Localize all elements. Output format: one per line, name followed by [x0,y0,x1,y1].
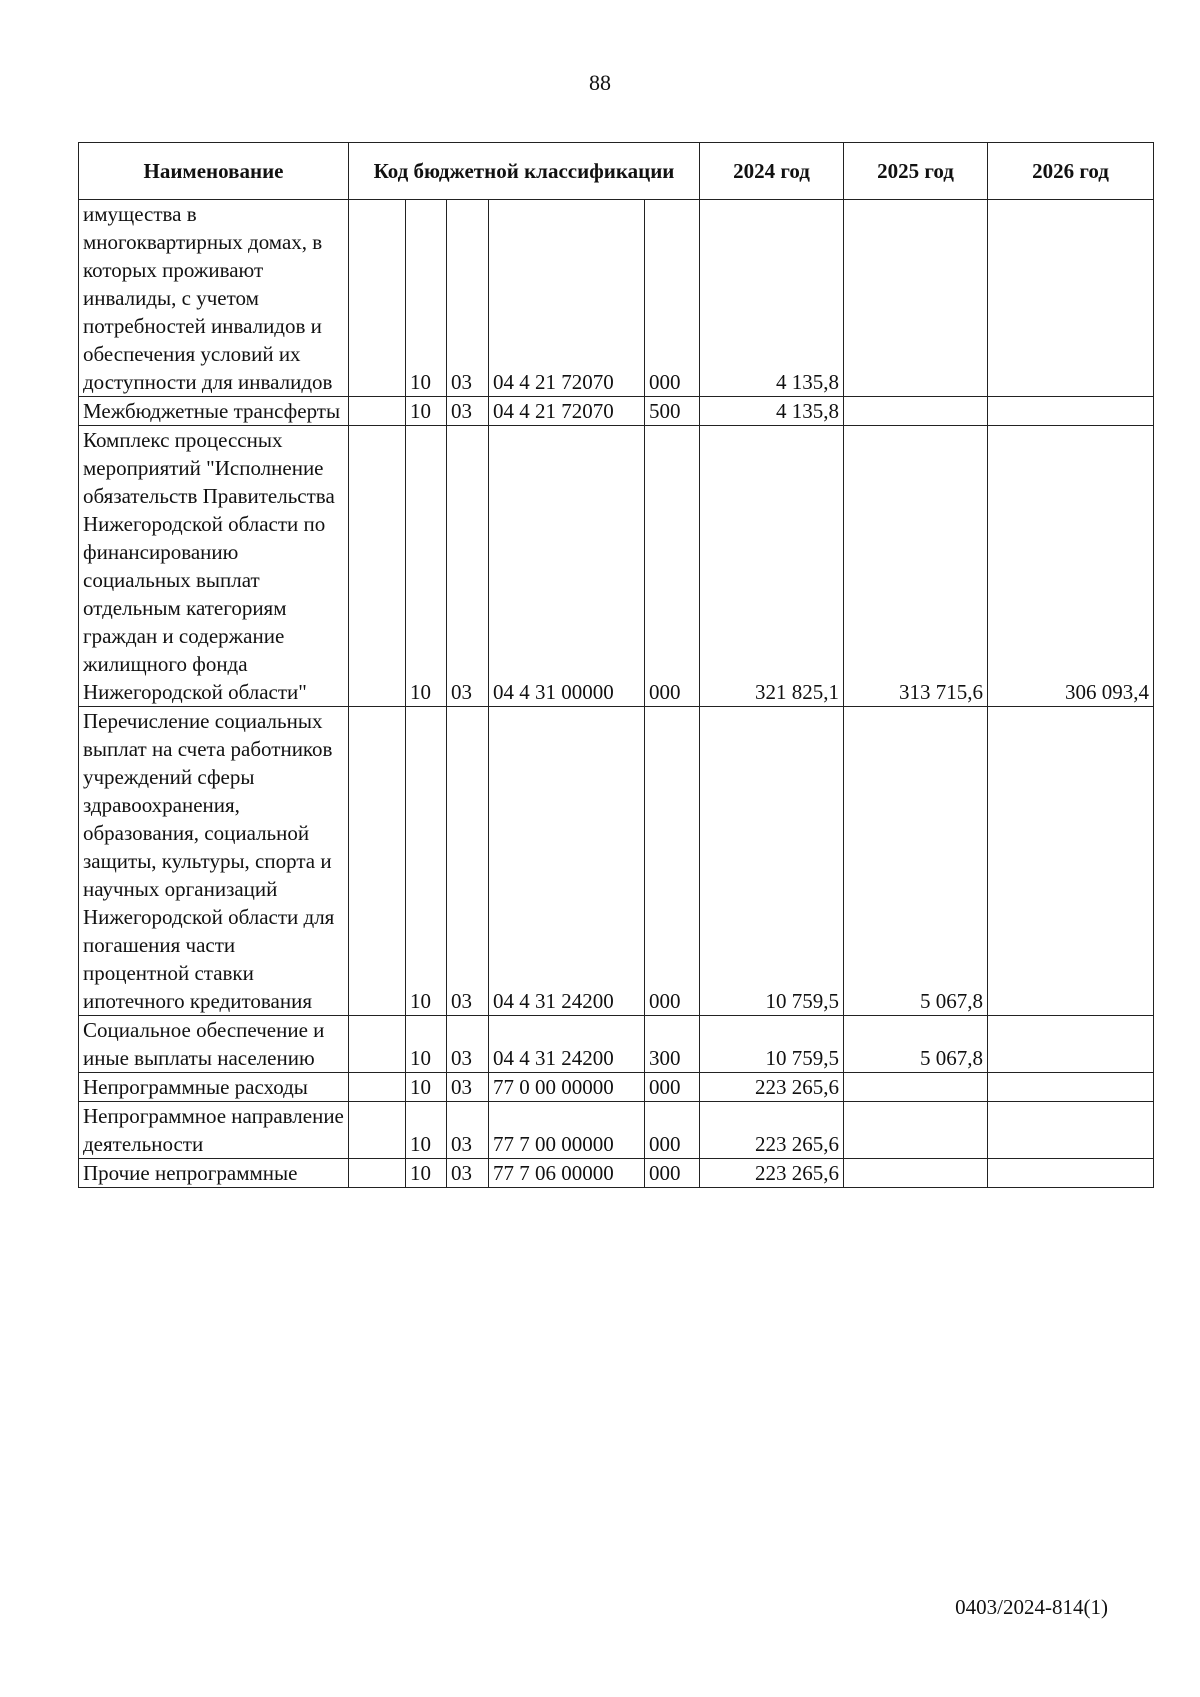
row-amount-2026 [988,1073,1154,1102]
row-section: 10 [406,1073,447,1102]
row-expense-type: 000 [645,1159,700,1188]
header-2025: 2025 год [844,143,988,200]
row-amount-2026 [988,1159,1154,1188]
empty-code-cell [349,397,406,426]
row-article: 04 4 21 72070 [489,200,645,397]
empty-code-cell [349,426,406,707]
row-subsection: 03 [447,707,489,1016]
row-subsection: 03 [447,397,489,426]
row-amount-2026 [988,707,1154,1016]
row-name: Социальное обеспечение и иные выплаты населению [79,1016,349,1073]
row-subsection: 03 [447,426,489,707]
row-amount-2025: 5 067,8 [844,707,988,1016]
table-row [79,1016,1154,1073]
row-amount-2025: 5 067,8 [844,1016,988,1073]
row-subsection: 03 [447,1159,489,1188]
row-section: 10 [406,200,447,397]
row-amount-2024: 223 265,6 [700,1159,844,1188]
document-code: 0403/2024-814(1) [955,1595,1108,1619]
row-amount-2026 [988,397,1154,426]
row-amount-2025: 313 715,6 [844,426,988,707]
budget-table [78,142,1154,1188]
row-section: 10 [406,1159,447,1188]
row-article: 04 4 31 00000 [489,426,645,707]
row-section: 10 [406,1102,447,1159]
row-article: 04 4 31 24200 [489,1016,645,1073]
row-amount-2026 [988,200,1154,397]
table-row [79,707,1154,1016]
row-amount-2024: 4 135,8 [700,200,844,397]
row-subsection: 03 [447,1102,489,1159]
row-name: Межбюджетные трансферты [79,397,349,426]
row-amount-2024: 223 265,6 [700,1102,844,1159]
row-amount-2024: 10 759,5 [700,1016,844,1073]
row-section: 10 [406,397,447,426]
empty-code-cell [349,200,406,397]
table-header-row [79,143,1154,200]
row-amount-2024: 10 759,5 [700,707,844,1016]
row-expense-type: 000 [645,1102,700,1159]
empty-code-cell [349,1073,406,1102]
row-section: 10 [406,1016,447,1073]
table-row [79,200,1154,397]
row-article: 77 0 00 00000 [489,1073,645,1102]
row-article: 77 7 00 00000 [489,1102,645,1159]
empty-code-cell [349,1102,406,1159]
table-row [79,1159,1154,1188]
empty-code-cell [349,1016,406,1073]
row-section: 10 [406,707,447,1016]
table-row [79,426,1154,707]
row-amount-2024: 321 825,1 [700,426,844,707]
row-amount-2025 [844,200,988,397]
header-name: Наименование [79,143,349,200]
row-expense-type: 000 [645,707,700,1016]
row-expense-type: 000 [645,200,700,397]
row-name: имущества в многоквартирных домах, в которых проживают инвалиды, с учетом потребностей инвалидов и обеспечения условий их доступности для инвалидов [79,200,349,397]
header-2026: 2026 год [988,143,1154,200]
table-row [79,1073,1154,1102]
empty-code-cell [349,707,406,1016]
page-number: 88 [589,70,611,95]
row-expense-type: 500 [645,397,700,426]
row-name: Непрограммное направление деятельности [79,1102,349,1159]
empty-code-cell [349,1159,406,1188]
row-subsection: 03 [447,1016,489,1073]
row-expense-type: 000 [645,1073,700,1102]
row-amount-2025 [844,397,988,426]
row-subsection: 03 [447,200,489,397]
row-article: 04 4 21 72070 [489,397,645,426]
row-subsection: 03 [447,1073,489,1102]
row-expense-type: 000 [645,426,700,707]
header-2024: 2024 год [700,143,844,200]
row-name: Перечисление социальных выплат на счета работников учреждений сферы здравоохранения, образования, социальной защиты, культуры, спорта и научных организаций Нижегородской области для погашения части процентной ставки ипотечного кредитования [79,707,349,1016]
row-amount-2025 [844,1159,988,1188]
table-row [79,397,1154,426]
row-name: Комплекс процессных мероприятий "Исполнение обязательств Правительства Нижегородской области по финансированию социальных выплат отдельным категориям граждан и содержание жилищного фонда Нижегородской области" [79,426,349,707]
row-amount-2026: 306 093,4 [988,426,1154,707]
header-code: Код бюджетной классификации [349,143,700,200]
row-expense-type: 300 [645,1016,700,1073]
row-section: 10 [406,426,447,707]
row-amount-2024: 223 265,6 [700,1073,844,1102]
row-amount-2026 [988,1016,1154,1073]
row-article: 04 4 31 24200 [489,707,645,1016]
row-article: 77 7 06 00000 [489,1159,645,1188]
row-amount-2024: 4 135,8 [700,397,844,426]
row-amount-2026 [988,1102,1154,1159]
row-name: Прочие непрограммные [79,1159,349,1188]
row-amount-2025 [844,1102,988,1159]
row-amount-2025 [844,1073,988,1102]
table-row [79,1102,1154,1159]
row-name: Непрограммные расходы [79,1073,349,1102]
